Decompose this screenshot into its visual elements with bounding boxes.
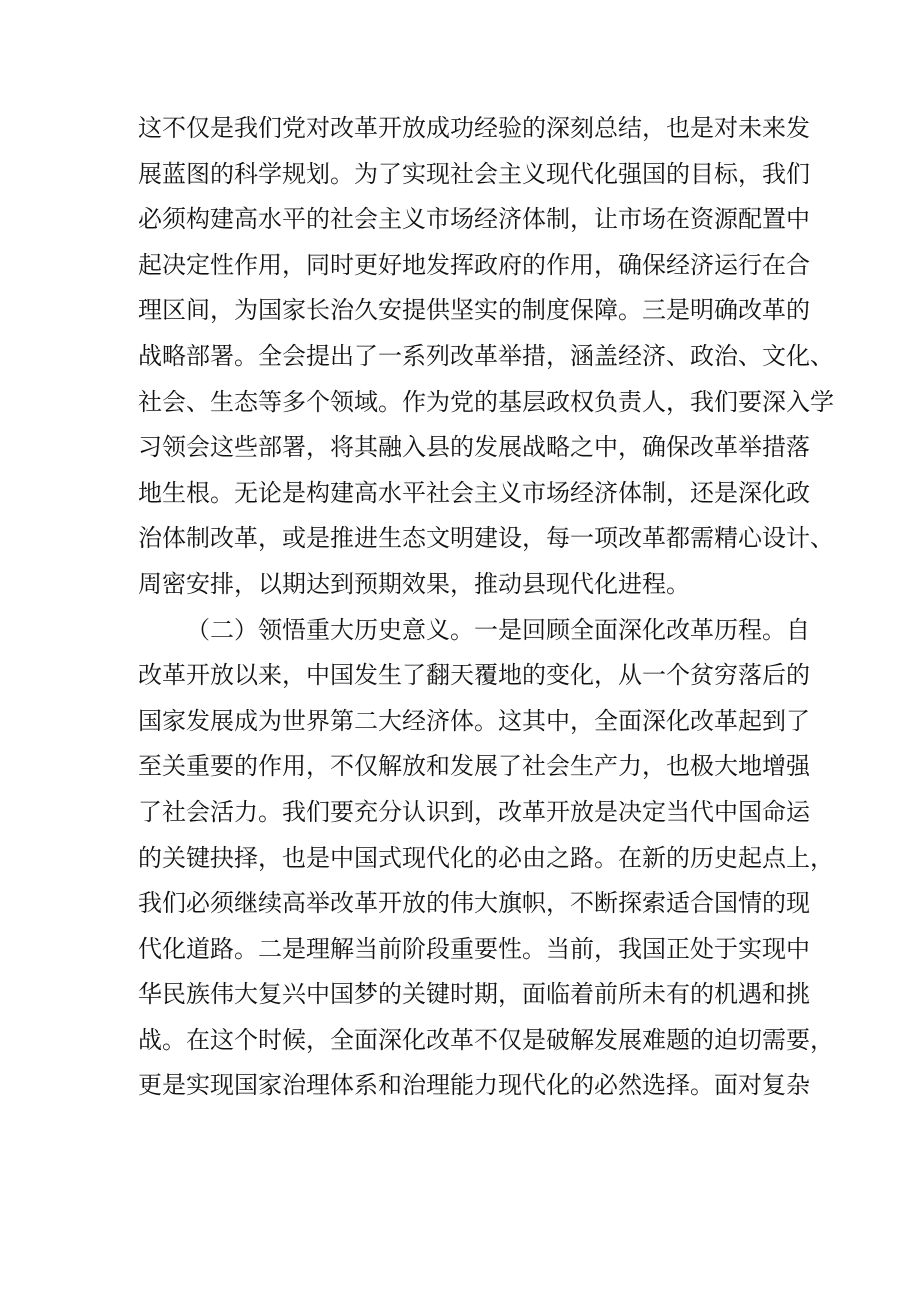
text-line: 我们必须继续高举改革开放的伟大旗帜，不断探索适合国情的现 <box>138 889 810 918</box>
text-line: 社会、生态等多个领域。作为党的基层政权负责人，我们要深入学 <box>138 387 834 416</box>
text-line: 地生根。无论是构建高水平社会主义市场经济体制，还是深化政 <box>138 478 810 507</box>
text-line: 改革开放以来，中国发生了翻天覆地的变化，从一个贫穷落后的 <box>138 661 810 690</box>
text-line: 至关重要的作用，不仅解放和发展了社会生产力，也极大地增强 <box>138 752 810 781</box>
text-line: 国家发展成为世界第二大经济体。这其中，全面深化改革起到了 <box>138 706 810 735</box>
text-line: 华民族伟大复兴中国梦的关键时期，面临着前所未有的机遇和挑 <box>138 980 810 1009</box>
text-line: 战略部署。全会提出了一系列改革举措，涵盖经济、政治、文化、 <box>138 341 834 370</box>
text-line: 这不仅是我们党对改革开放成功经验的深刻总结，也是对未来发 <box>138 114 810 142</box>
text-line: 的关键抉择，也是中国式现代化的必由之路。在新的历史起点上， <box>138 843 834 872</box>
paragraph-1 <box>138 106 834 608</box>
text-line: 治体制改革，或是推进生态文明建设，每一项改革都需精心设计、 <box>138 524 834 553</box>
text-line: 展蓝图的科学规划。为了实现社会主义现代化强国的目标，我们 <box>138 159 810 188</box>
text-line: 起决定性作用，同时更好地发挥政府的作用，确保经济运行在合 <box>138 250 810 279</box>
text-line: 必须构建高水平的社会主义市场经济体制，让市场在资源配置中 <box>138 205 810 234</box>
text-line: （二）领悟重大历史意义。一是回顾全面深化改革历程。自 <box>186 615 810 644</box>
text-line: 了社会活力。我们要充分认识到，改革开放是决定当代中国命运 <box>138 797 810 826</box>
text-line: 战。在这个时候，全面深化改革不仅是破解发展难题的迫切需要， <box>138 1025 834 1054</box>
text-line: 更是实现国家治理体系和治理能力现代化的必然选择。面对复杂 <box>138 1071 810 1100</box>
text-line: 习领会这些部署，将其融入县的发展战略之中，确保改革举措落 <box>138 433 810 462</box>
text-line: 代化道路。二是理解当前阶段重要性。当前，我国正处于实现中 <box>138 934 810 963</box>
document-body <box>138 106 834 1109</box>
text-line: 理区间，为国家长治久安提供坚实的制度保障。三是明确改革的 <box>138 296 810 325</box>
paragraph-2 <box>138 608 834 1110</box>
text-line: 周密安排，以期达到预期效果，推动县现代化进程。 <box>138 569 690 598</box>
